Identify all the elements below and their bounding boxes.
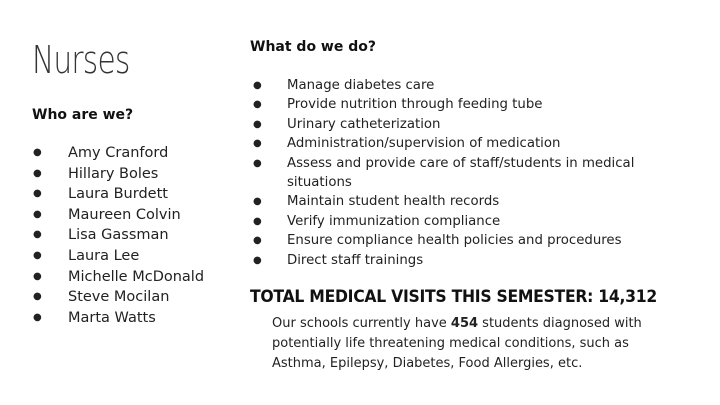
- bullet-icon: ●: [33, 249, 42, 261]
- person-item-text: Laura Burdett: [68, 186, 168, 203]
- slide-title: Nurses: [32, 38, 130, 82]
- duty-item-text: Maintain student health records: [287, 194, 500, 210]
- person-item: [32, 143, 204, 164]
- duty-item-text: Assess and provide care of staff/students in medical situations: [287, 155, 635, 191]
- bullet-icon: ●: [33, 188, 42, 200]
- bullet-icon: ●: [253, 235, 262, 247]
- bullet-icon: ●: [253, 118, 262, 130]
- bullet-icon: ●: [33, 208, 42, 220]
- what-heading: What do we do?: [250, 39, 376, 55]
- duty-item-text: Verify immunization compliance: [287, 213, 501, 229]
- duty-item: [250, 192, 650, 211]
- conditions-note: [272, 314, 652, 374]
- diagnosed-count: 454: [450, 316, 479, 331]
- person-item-text: Michelle McDonald: [68, 268, 205, 285]
- bullet-icon: ●: [33, 167, 42, 179]
- bullet-icon: ●: [253, 196, 262, 208]
- bullet-icon: ●: [253, 80, 262, 91]
- person-item: [32, 267, 204, 288]
- person-item: [32, 164, 204, 185]
- duty-item-text: Provide nutrition through feeding tube: [287, 97, 543, 113]
- duty-item: [250, 231, 650, 250]
- person-item-text: Steve Mocilan: [68, 289, 170, 306]
- bullet-icon: ●: [253, 254, 262, 266]
- duties-list: [250, 76, 650, 270]
- bullet-icon: ●: [253, 157, 262, 169]
- person-item-text: Lisa Gassman: [68, 227, 169, 244]
- duty-item: [250, 115, 650, 134]
- person-item-text: Amy Cranford: [68, 145, 169, 161]
- person-item-text: Marta Watts: [68, 309, 156, 326]
- who-heading: Who are we?: [32, 107, 134, 123]
- duty-item: [250, 134, 650, 153]
- duty-item: [250, 251, 650, 270]
- people-list: [32, 143, 204, 328]
- bullet-icon: ●: [33, 147, 42, 158]
- person-item-text: Maureen Colvin: [68, 206, 181, 223]
- person-item: [32, 184, 204, 205]
- bullet-icon: ●: [253, 138, 262, 150]
- duty-item-text: Direct staff trainings: [287, 252, 424, 268]
- person-item: [32, 205, 204, 226]
- note-text-after: students diagnosed with potentially life threatening medical conditions, such as Asthma, Epilepsy, Diabetes, Food Allergies, etc.: [272, 316, 642, 371]
- person-item: [32, 287, 204, 308]
- duty-item: [250, 212, 650, 231]
- bullet-icon: ●: [33, 229, 42, 241]
- person-item: [32, 308, 204, 329]
- duty-item-text: Ensure compliance health policies and procedures: [287, 233, 622, 249]
- bullet-icon: ●: [253, 99, 262, 111]
- duty-item: [250, 76, 650, 95]
- bullet-icon: ●: [33, 270, 42, 282]
- bullet-icon: ●: [33, 291, 42, 303]
- total-visits-banner: TOTAL MEDICAL VISITS THIS SEMESTER: 14,312: [250, 287, 657, 307]
- duty-item-text: Manage diabetes care: [287, 78, 435, 93]
- note-text-before: Our schools currently have: [272, 316, 451, 331]
- person-item-text: Laura Lee: [68, 247, 140, 264]
- bullet-icon: ●: [33, 311, 42, 323]
- duty-item: [250, 95, 650, 114]
- person-item: [32, 225, 204, 246]
- duty-item: [250, 154, 650, 193]
- duty-item-text: Urinary catheterization: [287, 116, 441, 132]
- person-item-text: Hillary Boles: [68, 165, 159, 182]
- bullet-icon: ●: [253, 215, 262, 227]
- person-item: [32, 246, 204, 267]
- duty-item-text: Administration/supervision of medication: [287, 136, 561, 152]
